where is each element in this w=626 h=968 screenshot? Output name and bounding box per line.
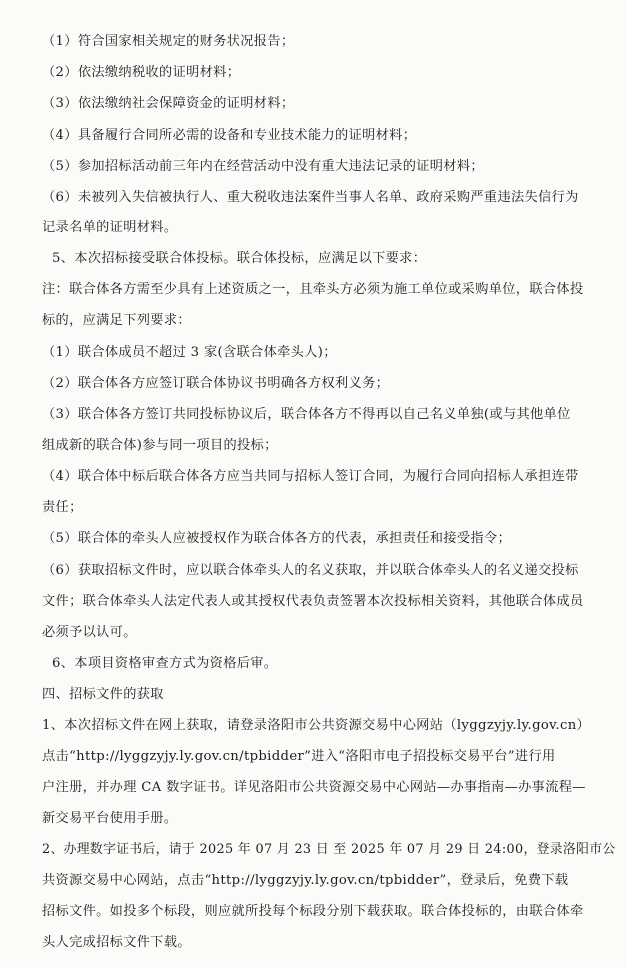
text-line: 共资源交易中心网站，点击“http://lyggzyjy.ly.gov.cn/tpbidder”，登录后，免费下载: [42, 873, 569, 888]
text-line: 注：联合体各方需至少具有上述资质之一，且牵头方必须为施工单位或采购单位，联合体投: [42, 282, 584, 297]
text-line: （1）联合体成员不超过 3 家(含联合体牵头人)；: [42, 345, 337, 360]
text-line: 招标文件。如投多个标段，则应就所投每个标段分别下载获取。联合体投标的，由联合体牵: [42, 904, 584, 919]
text-line: 头人完成招标文件下载。: [42, 935, 191, 950]
text-line: 5、本次招标接受联合体投标。联合体投标，应满足以下要求：: [52, 251, 427, 266]
text-line: （6）获取招标文件时，应以联合体牵头人的名义获取，并以联合体牵头人的名义递交投标: [42, 563, 579, 578]
text-line: 必须予以认可。: [42, 625, 137, 640]
text-line: 1、本次招标文件在网上获取，请登录洛阳市公共资源交易中心网站（lyggzyjy.ly.gov.cn）: [42, 718, 591, 733]
text-line: （5）参加招标活动前三年内在经营活动中没有重大违法记录的证明材料；: [42, 159, 484, 174]
text-line: （5）联合体的牵头人应被授权作为联合体各方的代表，承担责任和接受指令；: [42, 531, 512, 546]
text-line: 点击“http://lyggzyjy.ly.gov.cn/tpbidder”进入“洛阳市电子招投标交易平台”进行用: [42, 749, 556, 764]
section-heading: 四、招标文件的获取: [42, 687, 164, 702]
text-line: 标的，应满足下列要求：: [42, 313, 191, 328]
text-line: 户注册，并办理 CA 数字证书。详见洛阳市公共资源交易中心网站—办事指南—办事流程—: [42, 780, 586, 795]
text-line: （3）依法缴纳社会保障资金的证明材料；: [42, 96, 295, 111]
text-line: （4）具备履行合同所必需的设备和专业技术能力的证明材料；: [42, 128, 417, 143]
text-line: 责任；: [42, 500, 83, 515]
text-line: 记录名单的证明材料。: [42, 220, 178, 235]
text-line: （3）联合体各方签订共同投标协议后，联合体各方不得再以自己名义单独(或与其他单位: [42, 407, 571, 422]
text-line: （6）未被列入失信被执行人、重大税收违法案件当事人名单、政府采购严重违法失信行为: [42, 190, 579, 205]
text-line: （2）依法缴纳税收的证明材料；: [42, 65, 241, 80]
text-line: 新交易平台使用手册。: [42, 811, 178, 826]
text-line: （1）符合国家相关规定的财务状况报告；: [42, 34, 295, 49]
text-line: 6、本项目资格审查方式为资格后审。: [52, 656, 278, 671]
text-line: 2、办理数字证书后，请于 2025 年 07 月 23 日 至 2025 年 07 月 29 日 24:00，登录洛阳市公: [42, 842, 616, 857]
text-line: 文件；联合体牵头人法定代表人或其授权代表负责签署本次投标相关资料，其他联合体成员: [42, 594, 584, 609]
text-line: 组成新的联合体)参与同一项目的投标；: [42, 438, 278, 453]
text-line: （2）联合体各方应签订联合体协议书明确各方权利义务；: [42, 376, 390, 391]
text-line: （4）联合体中标后联合体各方应当共同与招标人签订合同，为履行合同向招标人承担连带: [42, 469, 579, 484]
